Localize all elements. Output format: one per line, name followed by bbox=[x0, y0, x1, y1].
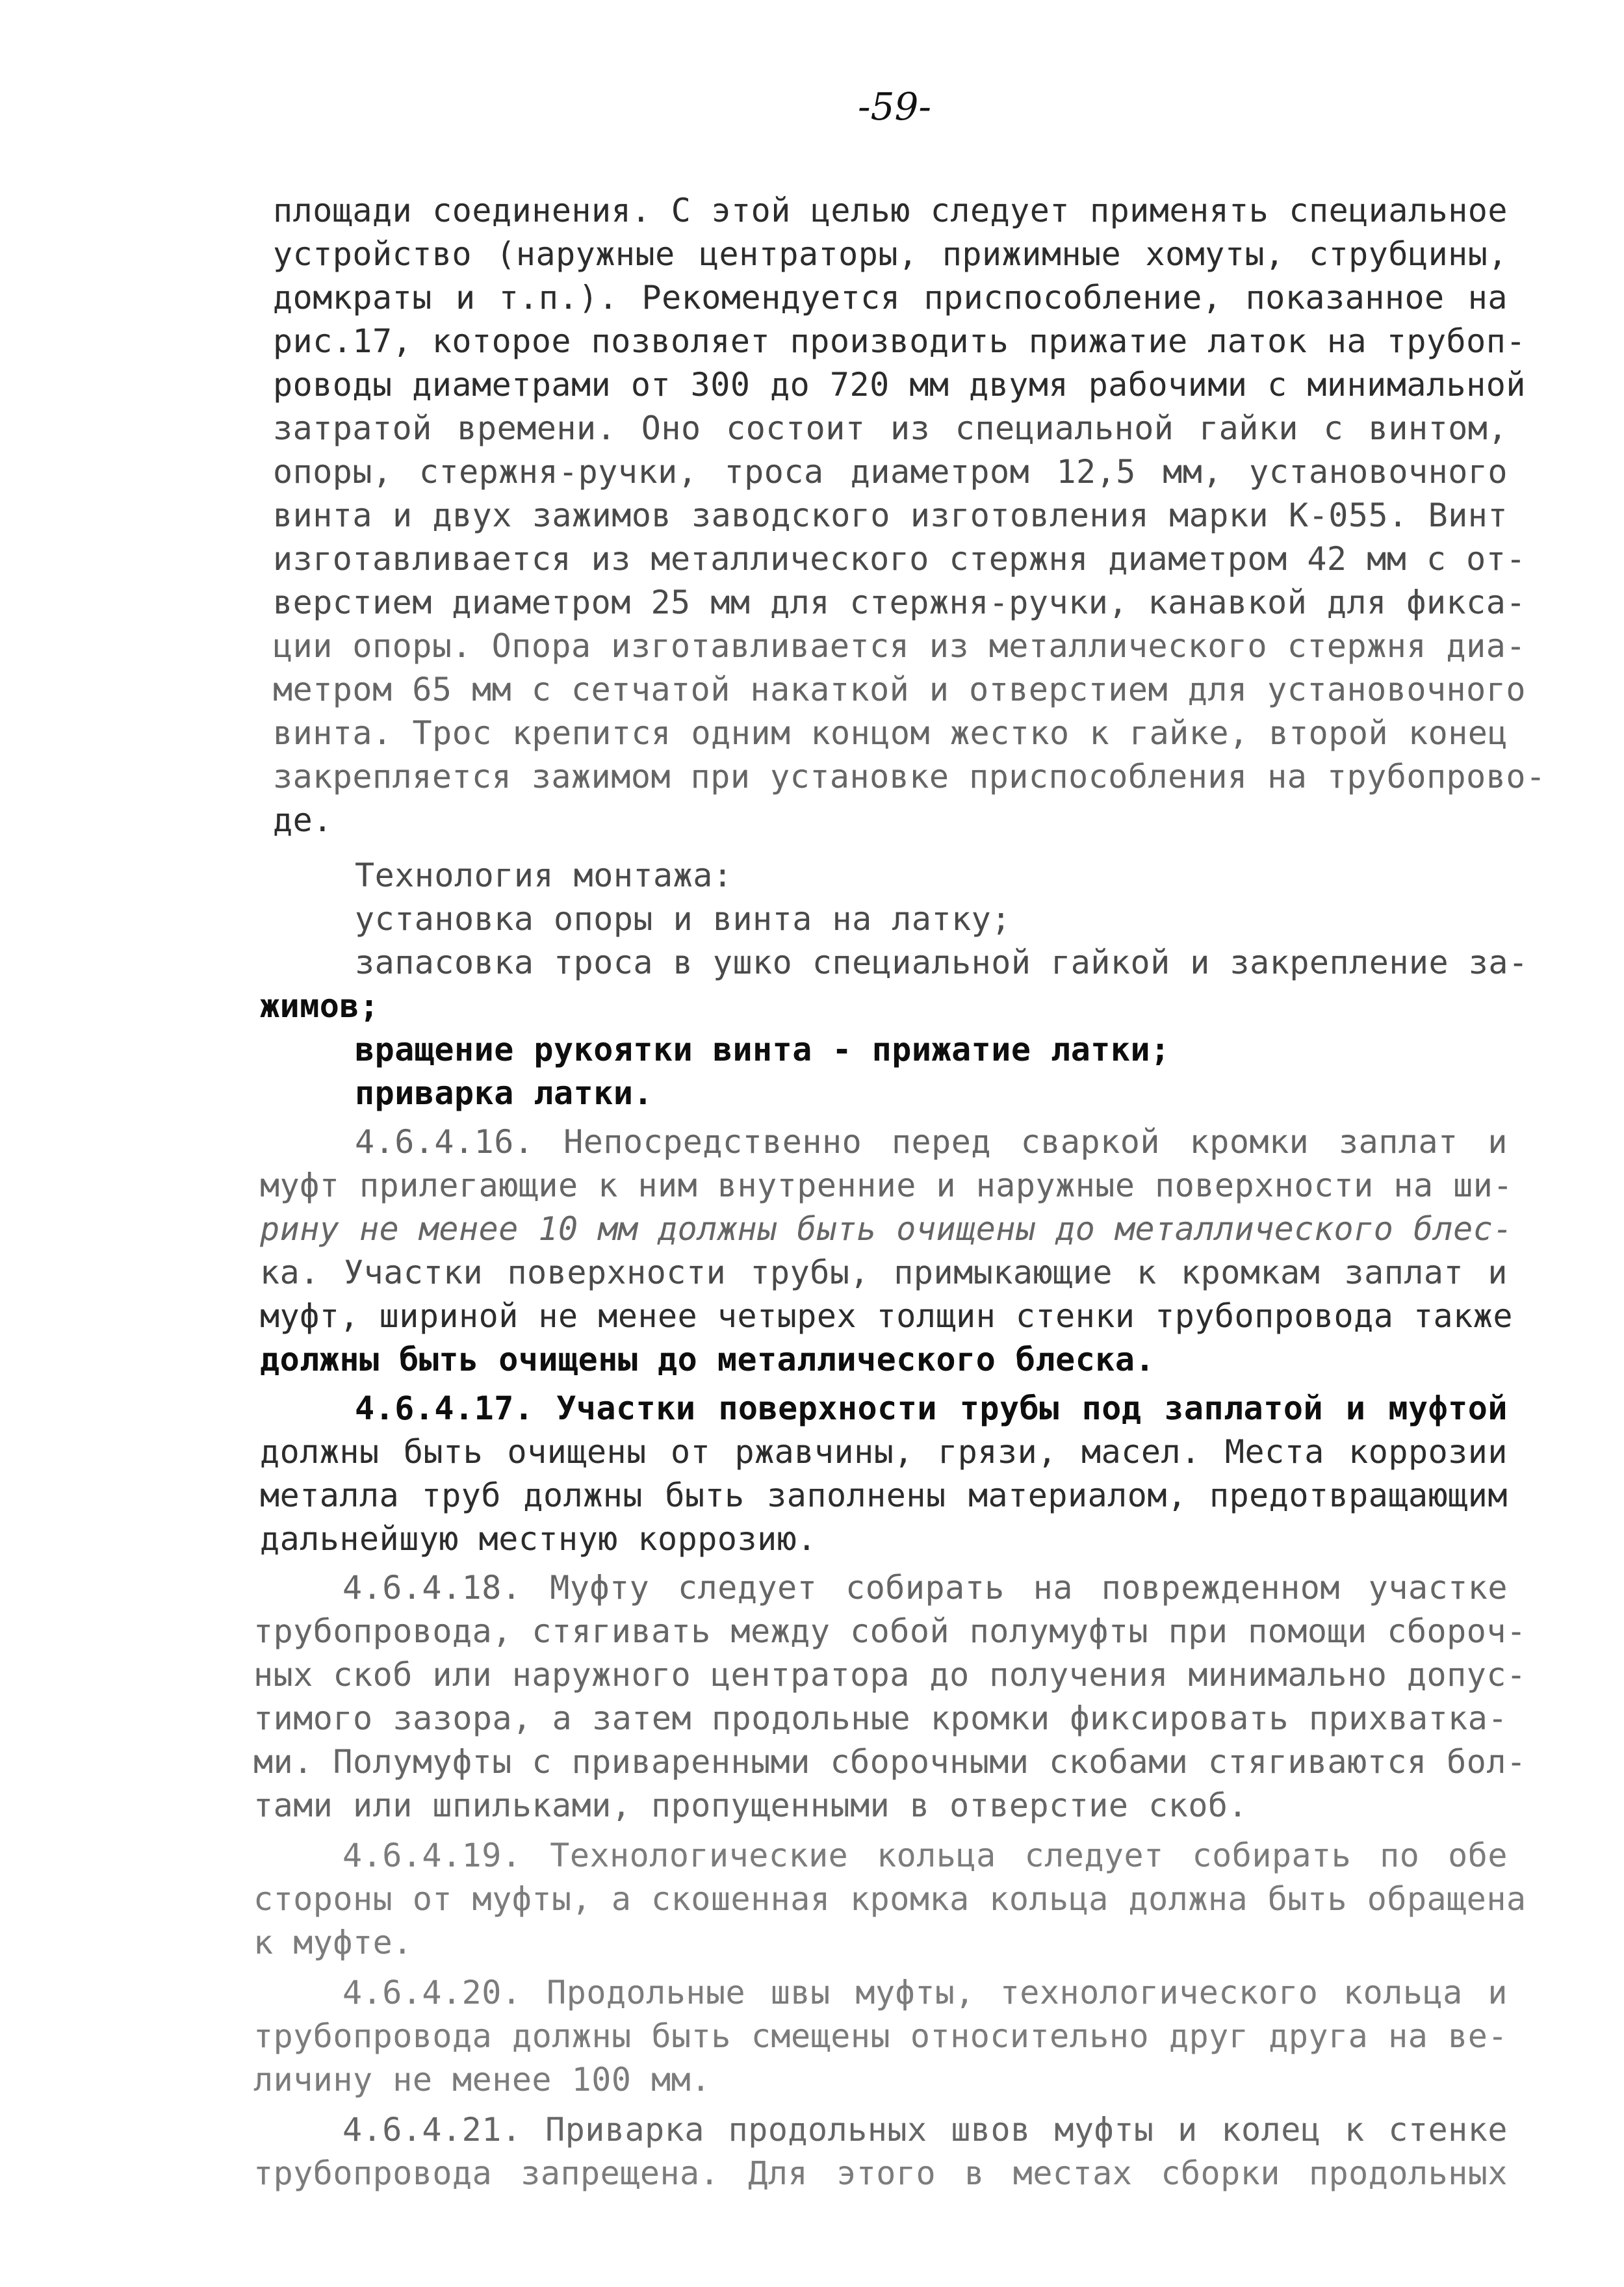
text-line: Технология монтажа: bbox=[355, 857, 733, 894]
text-line: винта. Трос крепится одним концом жестко к гайке, второй конец bbox=[273, 714, 1508, 752]
text-line: рину не менее 10 мм должны быть очищены до металлического блес- bbox=[260, 1210, 1513, 1248]
text-line: установка опоры и винта на латку; bbox=[355, 900, 1011, 938]
text-line: тимого зазора, а затем продольные кромки фиксировать прихватка- bbox=[253, 1699, 1508, 1737]
text-line: трубопровода запрещена. Для этого в местах сборки продольных bbox=[253, 2154, 1508, 2192]
text-line: тами или шпильками, пропущенными в отверстие скоб. bbox=[253, 1787, 1248, 1824]
text-line: 4.6.4.20. Продольные швы муфты, технологического кольца и bbox=[342, 1974, 1508, 2011]
text-line: устройство (наружные центраторы, прижимные хомуты, струбцины, bbox=[273, 235, 1508, 273]
text-line: ных скоб или наружного центратора до получения минимально допус- bbox=[253, 1656, 1527, 1694]
text-line: опоры, стержня-ручки, троса диаметром 12,5 мм, установочного bbox=[273, 453, 1508, 491]
text-line: трубопровода должны быть смещены относительно друг друга на ве- bbox=[253, 2017, 1508, 2055]
text-line: де. bbox=[273, 801, 333, 839]
text-line: 4.6.4.19. Технологические кольца следует собирать по обе bbox=[342, 1837, 1508, 1874]
text-line: изготавливается из металлического стержня диаметром 42 мм с от- bbox=[273, 540, 1526, 578]
text-line: должны быть очищены от ржавчины, грязи, масел. Места коррозии bbox=[260, 1433, 1508, 1471]
text-line: винта и двух зажимов заводского изготовления марки К-055. Винт bbox=[273, 497, 1508, 534]
text-line: ми. Полумуфты с приваренными сборочными скобами стягиваются бол- bbox=[253, 1743, 1527, 1781]
text-line: 4.6.4.16. Непосредственно перед сваркой кромки заплат и bbox=[355, 1123, 1508, 1161]
text-line: муфт, шириной не менее четырех толщин стенки трубопровода также bbox=[260, 1297, 1513, 1335]
text-line: металла труб должны быть заполнены материалом, предотвращающим bbox=[260, 1477, 1508, 1514]
text-line: дальнейшую местную коррозию. bbox=[260, 1520, 817, 1558]
page-number: -59- bbox=[858, 84, 931, 129]
text-line: жимов; bbox=[260, 987, 380, 1025]
text-line: роводы диаметрами от 300 до 720 мм двумя рабочими с минимальной bbox=[273, 366, 1526, 404]
text-line: закрепляется зажимом при установке приспособления на трубопрово- bbox=[273, 758, 1546, 795]
text-line: 4.6.4.17. Участки поверхности трубы под заплатой и муфтой bbox=[355, 1389, 1508, 1427]
text-line: личину не менее 100 мм. bbox=[253, 2061, 711, 2099]
text-line: рис.17, которое позволяет производить прижатие латок на трубоп- bbox=[273, 322, 1526, 360]
text-line: 4.6.4.21. Приварка продольных швов муфты и колец к стенке bbox=[342, 2111, 1508, 2149]
text-line: к муфте. bbox=[253, 1924, 413, 1961]
text-line: должны быть очищены до металлического блеска. bbox=[260, 1341, 1155, 1378]
text-line: ции опоры. Опора изготавливается из металлического стержня диа- bbox=[273, 627, 1526, 665]
text-line: вращение рукоятки винта - прижатие латки; bbox=[355, 1031, 1170, 1068]
text-line: стороны от муфты, а скошенная кромка кольца должна быть обращена bbox=[253, 1880, 1527, 1918]
text-line: ка. Участки поверхности трубы, примыкающие к кромкам заплат и bbox=[260, 1254, 1508, 1291]
text-line: площади соединения. С этой целью следует применять специальное bbox=[273, 192, 1508, 229]
text-line: домкраты и т.п.). Рекомендуется приспособление, показанное на bbox=[273, 279, 1508, 317]
text-line: запасовка троса в ушко специальной гайкой и закрепление за- bbox=[355, 944, 1528, 981]
text-line: верстием диаметром 25 мм для стержня-ручки, канавкой для фикса- bbox=[273, 584, 1526, 621]
text-line: трубопровода, стягивать между собой полумуфты при помощи сбороч- bbox=[253, 1612, 1527, 1650]
text-line: метром 65 мм с сетчатой накаткой и отверстием для установочного bbox=[273, 671, 1526, 708]
text-line: приварка латки. bbox=[355, 1074, 654, 1112]
text-line: 4.6.4.18. Муфту следует собирать на поврежденном участке bbox=[342, 1569, 1508, 1607]
text-line: затратой времени. Оно состоит из специальной гайки с винтом, bbox=[273, 409, 1508, 447]
text-line: муфт прилегающие к ним внутренние и наружные поверхности на ши- bbox=[260, 1167, 1513, 1204]
